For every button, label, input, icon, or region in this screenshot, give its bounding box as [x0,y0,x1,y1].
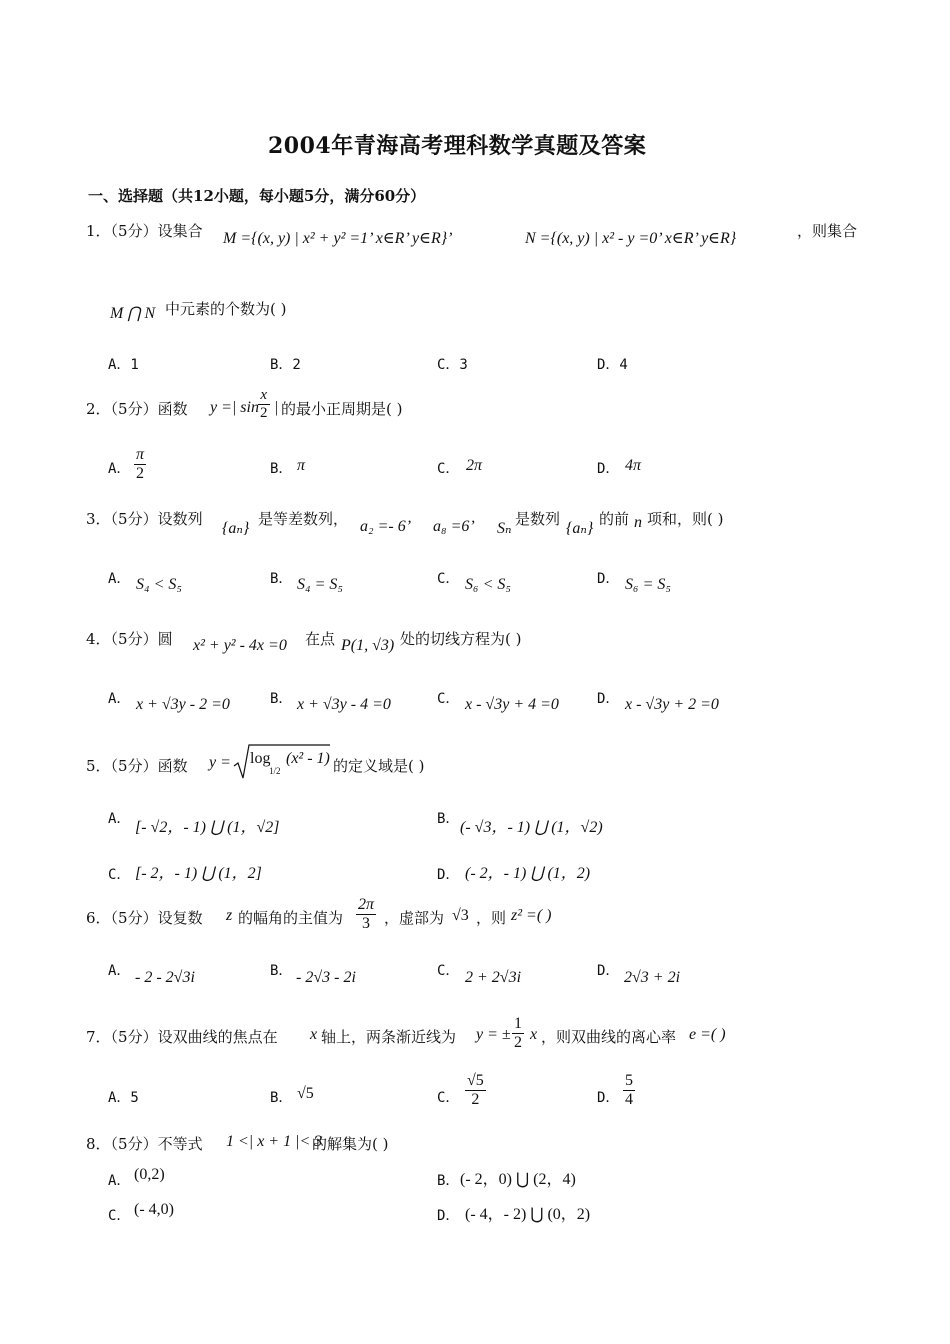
q8-label-b: B． [437,1173,460,1189]
q5-label-b: B． [437,811,460,827]
q4-label-a: A． [108,691,131,707]
q7-frac-den: 2 [514,1033,522,1051]
q5-label-c: C． [108,867,131,883]
q4-t2: 处的切线方程为( ) [400,630,522,648]
q3-t1: 是等差数列， [258,510,349,528]
q3-option-d: S₆ = S₅ [625,576,671,593]
q4-option-d: x - √3y + 2 =0 [625,696,719,713]
q7-stem: 7．（5分）设双曲线的焦点在 [86,1028,278,1046]
q2-fraction [258,387,270,421]
q2-frac-den: 2 [260,404,268,421]
q8-tail: 的解集为( ) [312,1135,389,1153]
q1-line2: 中元素的个数为( ) [165,300,287,318]
q6-z2: z² =( ) [511,907,552,924]
q7-x: x [310,1026,318,1043]
q4-stem: 4．（5分）圆 [86,630,173,648]
q1-set-n: N ={(x, y) | x² - y =0’ x∈R’ y∈R} [525,230,737,247]
q7-d-num: 5 [625,1072,633,1089]
q7-option-b: √5 [297,1085,314,1102]
q2-option-c: 2π [466,457,483,474]
q4-label-b: B． [270,691,293,707]
q3-t3: 的前 [599,510,630,528]
q5-option-c: [- 2，- 1) ⋃ (1，2] [135,865,262,882]
q2-label-b: B． [270,461,293,477]
q8-stem: 8．（5分）不等式 [86,1135,203,1153]
q2-frac-num: x [258,387,270,405]
q1-stem: 1．（5分）设集合 [86,222,203,240]
q3-option-a: S₄ < S₅ [136,576,182,593]
page-title: 2004年青海高考理科数学真题及答案 [268,133,647,159]
q2-label-a: A． [108,461,131,477]
q6-option-b: - 2√3 - 2i [296,969,356,986]
q2-label-c: C． [437,461,460,477]
q8-label-d: D． [437,1208,460,1224]
q6-stem: 6．（5分）设复数 [86,909,203,927]
q2-function: y =| sin [210,399,259,416]
q8-inequality: 1 <| x + 1 |< 3 [226,1133,323,1150]
q4-point: P(1, √3) [341,637,395,654]
q6-frac-num: 2π [358,896,375,913]
q3-label-a: A． [108,571,131,587]
q6-label-d: D． [597,963,620,979]
q6-option-d: 2√3 + 2i [624,969,681,986]
q7-option-c [465,1072,486,1108]
q4-option-b: x + √3y - 4 =0 [297,696,391,713]
q7-label-b: B． [270,1090,293,1106]
q7-d-den: 4 [625,1090,633,1108]
q1-tail: ，则集合 [797,222,858,240]
q5-tail: 的定义域是( ) [333,757,425,775]
q6-z: z [226,907,233,924]
q4-option-c: x - √3y + 4 =0 [465,696,559,713]
q8-label-a: A． [108,1173,131,1189]
q5-option-b: (- √3，- 1) ⋃ (1，√2) [460,819,603,836]
q2-option-b: π [297,457,306,474]
q7-t1: 轴上，两条渐近线为 [321,1028,457,1046]
q2-a-den: 2 [136,464,144,482]
q2-bar: | [274,399,279,416]
q8-option-c: (- 4,0) [134,1201,174,1218]
q3-option-b: S₄ = S₅ [297,576,343,593]
q1-option-a: A．1 [108,357,139,373]
q6-t1: 的幅角的主值为 [238,909,344,927]
q4-label-c: C． [437,691,460,707]
q2-stem: 2．（5分）函数 [86,400,188,418]
q5-log: log [250,750,271,767]
q1-set-m: M ={(x, y) | x² + y² =1’ x∈R’ y∈R}’ [223,230,453,247]
q7-label-c: C． [437,1090,460,1106]
q7-c-den: 2 [471,1090,480,1108]
q7-c-num: √5 [467,1072,484,1089]
q3-stem: 3．（5分）设数列 [86,510,203,528]
q1-option-d: D．4 [597,357,628,373]
q3-label-b: B． [270,571,293,587]
q5-label-a: A． [108,811,131,827]
q2-tail: 的最小正周期是( ) [281,400,403,418]
q3-n: n [634,514,642,531]
q6-label-a: A． [108,963,131,979]
q8-label-c: C． [108,1208,131,1224]
q3-label-c: C． [437,571,460,587]
q7-option-d [623,1072,635,1108]
q3-label-d: D． [597,571,620,587]
q5-y: y = [209,754,231,771]
q3-a8: a₈ =6’ [433,518,475,535]
q1-option-b: B．2 [270,357,301,373]
q8-option-a: (0,2) [134,1166,165,1183]
q3-seq2: {aₙ} [566,520,594,537]
q6-sqrt3: √3 [452,907,469,924]
q7-x2: x [530,1026,538,1043]
q3-option-c: S₆ < S₅ [465,576,511,593]
q5-log-base: 1/2 [269,766,281,776]
q2-a-num: π [136,446,145,463]
q3-t2: 是数列 [515,510,561,528]
q6-t2: ，虚部为 [384,909,445,927]
q1-option-c: C．3 [437,357,468,373]
q7-label-d: D． [597,1090,620,1106]
q6-option-c: 2 + 2√3i [465,969,522,986]
q1-intersection: M ⋂ N [110,305,156,322]
q4-option-a: x + √3y - 2 =0 [136,696,230,713]
section-heading: 一、选择题（共12小题，每小题5分，满分60分） [88,187,426,205]
q2-option-d: 4π [625,457,642,474]
q5-option-a: [- √2，- 1) ⋃ (1，√2] [135,819,280,836]
q7-t2: ，则双曲线的离心率 [541,1028,677,1046]
q7-option-a: A．5 [108,1090,139,1106]
q5-arg: (x² - 1) [286,750,330,767]
q4-equation: x² + y² - 4x =0 [193,637,287,654]
q2-label-d: D． [597,461,620,477]
q7-eq: y = ± [476,1026,511,1043]
q6-label-c: C． [437,963,460,979]
q6-label-b: B． [270,963,293,979]
q8-option-d: (- 4，- 2) ⋃ (0，2) [465,1206,591,1223]
q5-stem: 5．（5分）函数 [86,757,188,775]
q5-option-d: (- 2，- 1) ⋃ (1，2) [465,865,591,882]
q8-option-b: (- 2，0) ⋃ (2，4) [460,1171,576,1188]
q6-t3: ，则 [476,909,507,927]
q6-frac-den: 3 [362,914,370,932]
q5-label-d: D． [437,867,460,883]
q6-fraction [356,896,376,932]
q4-label-d: D． [597,691,620,707]
q3-t4: 项和，则( ) [647,510,724,528]
q4-t1: 在点 [305,630,336,648]
q7-frac-num: 1 [514,1015,522,1032]
q3-sn: Sₙ [497,520,512,537]
q7-fraction [512,1015,524,1051]
q7-e: e =( ) [689,1026,726,1043]
q3-seq: {aₙ} [222,520,250,537]
q2-option-a [134,446,146,482]
q3-a2: a₂ =- 6’ [360,518,412,535]
q6-option-a: - 2 - 2√3i [135,969,195,986]
